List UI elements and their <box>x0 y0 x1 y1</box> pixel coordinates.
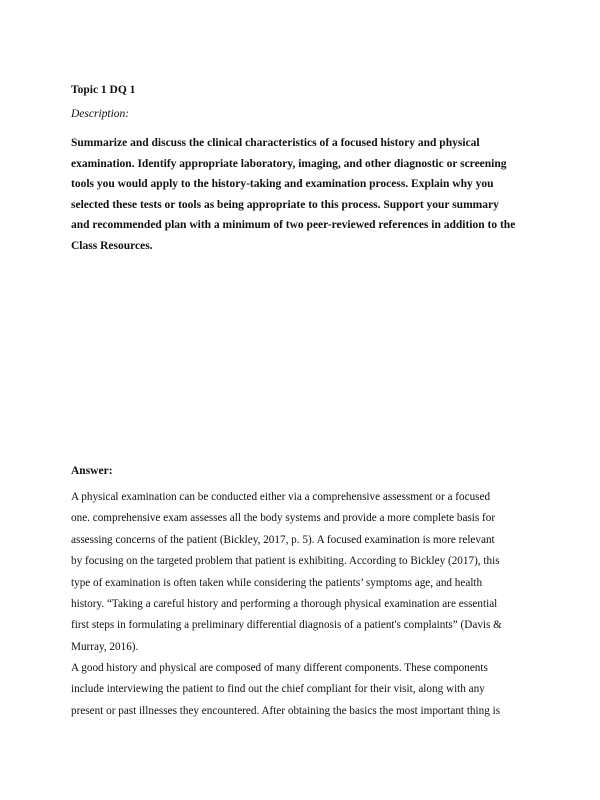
prompt-line: selected these tests or tools as being appropriate to this process. Support your summary <box>71 198 499 211</box>
prompt-line: tools you would apply to the history-taking and examination process. Explain why you <box>71 178 494 190</box>
paragraph-line: include interviewing the patient to find out the chief compliant for their visit, along with any <box>71 683 485 696</box>
prompt-line: and recommended plan with a minimum of two peer-reviewed references in addition to the <box>71 219 516 231</box>
document-heading: Topic 1 DQ 1 <box>71 84 136 96</box>
paragraph-line: A good history and physical are composed of many different components. These components <box>71 662 488 674</box>
paragraph-line: A physical examination can be conducted either via a comprehensive assessment or a focused <box>71 491 491 503</box>
prompt-line: examination. Identify appropriate laboratory, imaging, and other diagnostic or screening <box>71 157 507 170</box>
answer-label: Answer: <box>71 465 113 477</box>
prompt-text <box>71 133 533 256</box>
paragraph-line: history. “Taking a careful history and performing a thorough physical examination are essential <box>71 598 498 611</box>
paragraph-line: Murray, 2016). <box>71 640 139 653</box>
paragraph-line: type of examination is often taken while considering the patients’ symptoms age, and health <box>71 576 483 589</box>
answer-paragraph-2 <box>71 658 533 722</box>
paragraph-line: one. comprehensive exam assesses all the body systems and provide a more complete basis for <box>71 512 496 525</box>
paragraph-line: present or past illnesses they encountered. After obtaining the basics the most important thing is <box>71 704 501 717</box>
paragraph-line: first steps in formulating a preliminary differential diagnosis of a patient's complaints” (Davis & <box>71 619 502 632</box>
prompt-line: Summarize and discuss the clinical characteristics of a focused history and physical <box>71 137 480 149</box>
paragraph-line: assessing concerns of the patient (Bickley, 2017, p. 5). A focused examination is more relevant <box>71 533 495 546</box>
description-label: Description: <box>71 108 130 120</box>
answer-paragraph-1 <box>71 487 533 658</box>
prompt-line: Class Resources. <box>71 239 153 252</box>
paragraph-line: by focusing on the targeted problem that patient is exhibiting. According to Bickley (2017), this <box>71 555 500 568</box>
